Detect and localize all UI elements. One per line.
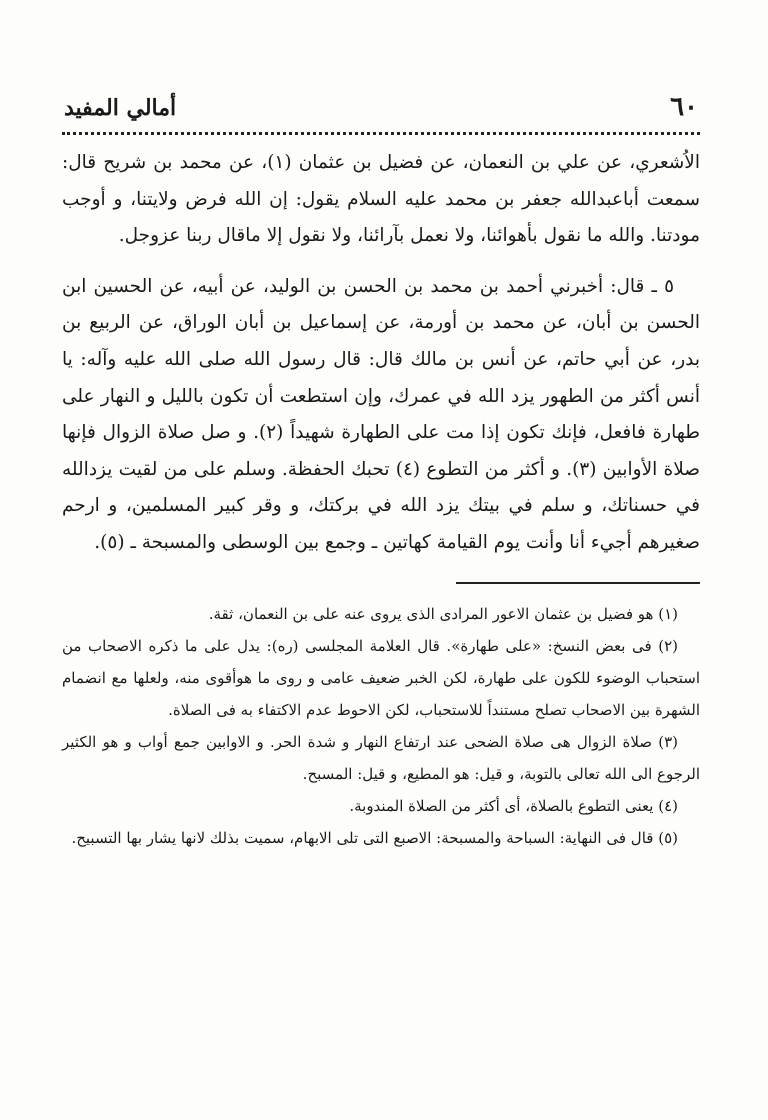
- footnote-4: (٤) يعنى التطوع بالصلاة، أى أكثر من الصلاة المندوبة.: [349, 796, 678, 815]
- hadith-5-text: ٥ ـ قال: أخبرني أحمد بن محمد بن الحسن بن الوليد، عن أبيه، عن الحسين ابن الحسن بن أبان، عن محمد بن أورمة، عن إسماعيل بن أبان الوراق، عن الربيع بن بدر، عن أبي حاتم، عن أنس بن مالك قال: قال رسول الله صلى الله عليه وآله: يا أنس أكثر من الطهور يزد الله في عمرك، وإن استطعت أن تكون بالليل و النهار على طهارة فافعل، فإنك تكون إذا مت على الطهارة شهيداً (٢). و صل صلاة الزوال فإنها صلاة الأوابين (٣). و أكثر من التطوع (٤) تحبك الحفظة. وسلم على من لقيت يزدالله في حسناتك، و سلم في بيتك يزد الله في بركتك، و وقر كبير المسلمين، و ارحم صغيرهم أجيء أنا وأنت يوم القيامة كهاتين ـ وجمع بين الوسطى والمسبحة ـ (٥).: [62, 275, 700, 553]
- main-text: [62, 145, 700, 562]
- hadith-4-text: الاُشعري، عن علي بن النعمان، عن فضيل بن عثمان (١)، عن محمد بن شريح قال: سمعت أباعبدالله جعفر بن محمد عليه السلام يقول: إن الله فرض ولايتنا، و أوجب مودتنا. والله ما نقول بأهوائنا، ولا نعمل بآرائنا، ولا نقول إلا ماقال ربنا عزوجل.: [62, 152, 700, 247]
- footnote-2: (٢) فى بعض النسخ: «على طهارة». قال العلامة المجلسى (ره): يدل على ما ذكره الاصحاب من استحباب الوضوء للكون على طهارة، لكن الخبر ضعيف عامى و روى ما هوأقوى منه، ولعلها مع انضمام الشهرة بين الاصحاب تصلح مستنداً للاستحباب، لكن الاحوط عدم الاكتفاء به فى الصلاة.: [62, 636, 700, 719]
- footnotes: [62, 598, 700, 854]
- page-number: ٦٠: [670, 92, 698, 122]
- header-divider: [62, 132, 700, 135]
- running-title: أمالي المفيد: [64, 95, 177, 121]
- footnote-5: (٥) قال فى النهاية: السباحة والمسبحة: الاصبع التى تلى الابهام، سميت بذلك لانها يشار بها التسبيح.: [71, 828, 678, 847]
- footnote-1: (١) هو فضيل بن عثمان الاعور المرادى الذى يروى عنه على بن النعمان، ثقة.: [208, 604, 678, 623]
- page-header: [62, 92, 700, 130]
- footnote-3: (٣) صلاة الزوال هى صلاة الضحى عند ارتفاع النهار و شدة الحر. و الاوابين جمع أواب و هو الكثير الرجوع الى الله تعالى بالتوبة، و قيل: هو المطيع، و قيل: المسبح.: [62, 732, 700, 783]
- footnotes-divider: [456, 582, 700, 584]
